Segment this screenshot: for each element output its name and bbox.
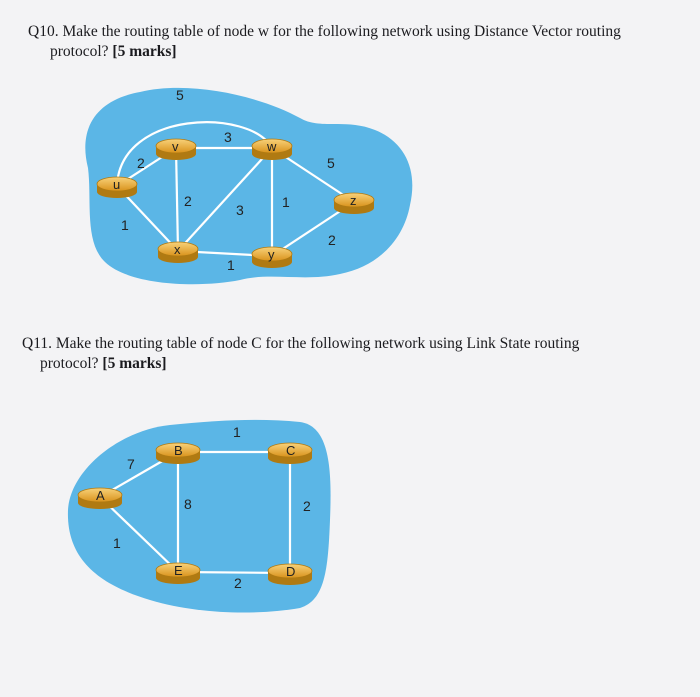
cost-b-c: 1	[233, 424, 241, 440]
cost-a-b: 7	[127, 456, 135, 472]
router-c	[268, 443, 312, 464]
cost-u-x: 1	[121, 217, 129, 233]
cost-w-z: 5	[327, 155, 335, 171]
router-d	[268, 564, 312, 585]
router-y-label: y	[268, 247, 275, 262]
cost-x-y: 1	[227, 257, 235, 273]
router-x-label: x	[174, 242, 181, 257]
router-y	[252, 247, 292, 268]
router-e-label: E	[174, 563, 183, 578]
cost-v-x: 2	[184, 193, 192, 209]
router-w	[252, 139, 292, 160]
q10-marks: [5 marks]	[112, 43, 177, 60]
router-v-label: v	[172, 139, 179, 154]
cost-x-w: 3	[236, 202, 244, 218]
router-v	[156, 139, 196, 160]
q10-line2: protocol?	[50, 43, 109, 60]
q11-marks: [5 marks]	[102, 355, 167, 372]
network-1	[85, 87, 412, 284]
cost-a-e: 1	[113, 535, 121, 551]
router-c-label: C	[286, 443, 296, 458]
cost-e-d: 2	[234, 575, 242, 591]
router-x	[158, 242, 198, 263]
cost-c-d: 2	[303, 498, 311, 514]
router-u-label: u	[113, 177, 121, 192]
q11-line2: protocol?	[40, 355, 99, 372]
router-z	[334, 193, 374, 214]
network-2	[68, 420, 331, 613]
router-w-label: w	[267, 139, 277, 154]
router-b	[156, 443, 200, 464]
cost-u-v: 2	[137, 155, 145, 171]
cost-u-w: 5	[176, 87, 184, 103]
cost-b-e: 8	[184, 496, 192, 512]
router-a-label: A	[96, 488, 105, 503]
router-z-label: z	[350, 193, 357, 208]
cost-w-y: 1	[282, 194, 290, 210]
q11-line1: Q11. Make the routing table of node C for the following network using Link State routing	[22, 335, 580, 352]
router-u	[97, 177, 137, 198]
router-d-label: D	[286, 564, 296, 579]
cost-y-z: 2	[328, 232, 336, 248]
cost-v-w: 3	[224, 129, 232, 145]
router-e	[156, 563, 200, 584]
q10-line1: Q10. Make the routing table of node w for the following network using Distance Vector routing	[28, 23, 621, 40]
router-a	[78, 488, 122, 509]
router-b-label: B	[174, 443, 183, 458]
